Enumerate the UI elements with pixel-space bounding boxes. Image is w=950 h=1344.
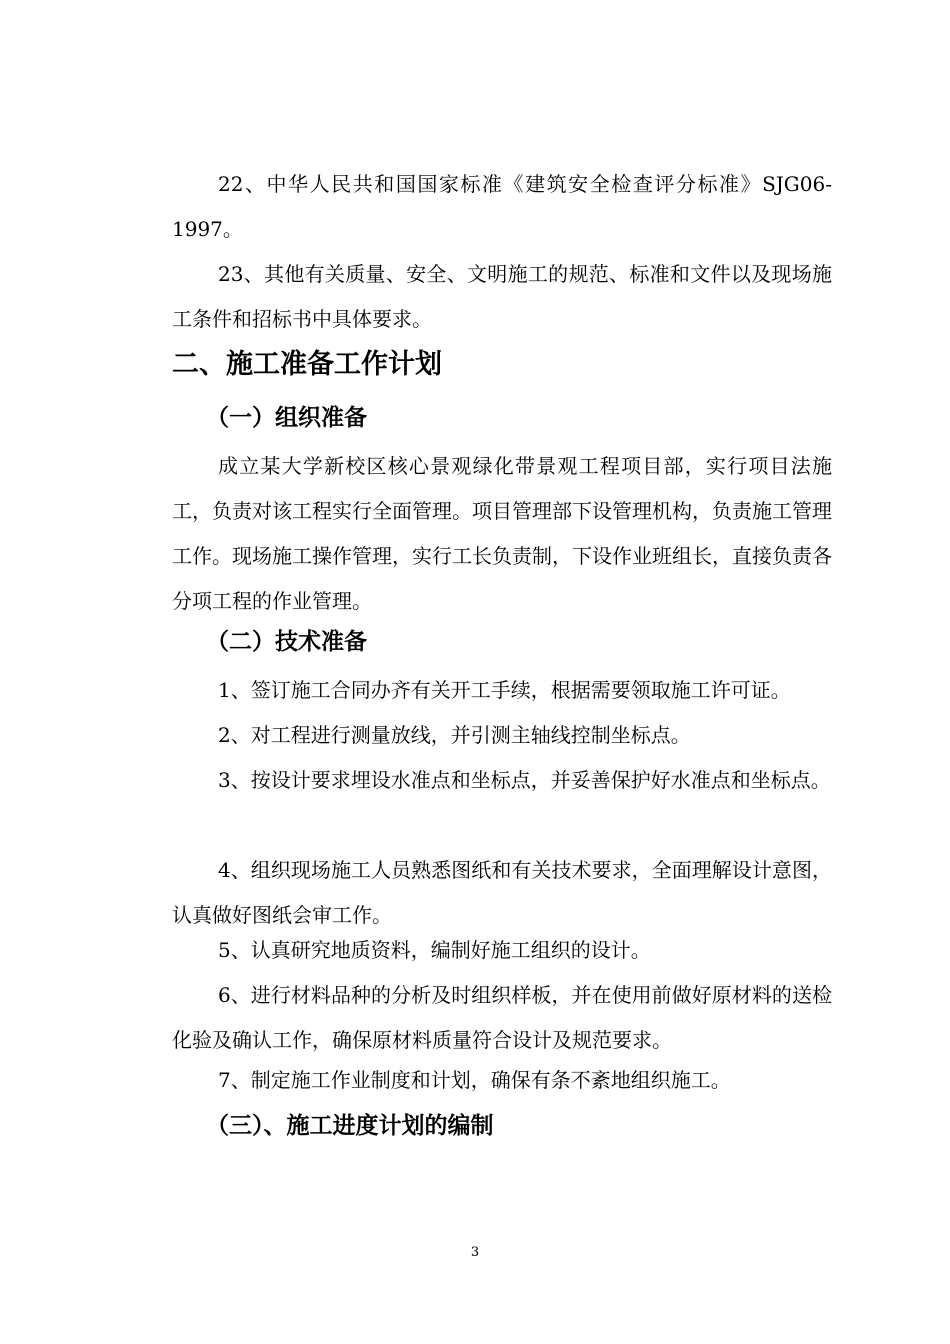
technical-item-3: 3、按设计要求埋设水准点和坐标点，并妥善保护好水准点和坐标点。 — [218, 768, 831, 792]
technical-item-4: 4、组织现场施工人员熟悉图纸和有关技术要求，全面理解设计意图，认真做好图纸会审工作。 — [172, 858, 832, 927]
paragraph-item-23: 23、其他有关质量、安全、文明施工的规范、标准和文件以及现场施工条件和招标书中具体要求。 — [172, 262, 832, 331]
technical-item-2: 2、对工程进行测量放线，并引测主轴线控制坐标点。 — [218, 723, 691, 747]
organization-paragraph: 成立某大学新校区核心景观绿化带景观工程项目部，实行项目法施工，负责对该工程实行全面管理。项目管理部下设管理机构，负责施工管理工作。现场施工操作管理，实行工长负责制，下设作业班组长，直接负责各分项工程的作业管理。 — [172, 454, 832, 613]
paragraph-item-22: 22、中华人民共和国国家标准《建筑安全检查评分标准》SJG06-1997。 — [172, 172, 832, 241]
subsection-heading-technical: （二）技术准备 — [206, 629, 367, 655]
page-number: 3 — [470, 1245, 480, 1260]
technical-item-5: 5、认真研究地质资料，编制好施工组织的设计。 — [218, 938, 651, 962]
technical-item-1: 1、签订施工合同办齐有关开工手续，根据需要领取施工许可证。 — [218, 678, 791, 702]
section-heading: 二、施工准备工作计划 — [172, 349, 442, 380]
technical-item-6: 6、进行材料品种的分析及时组织样板，并在使用前做好原材料的送检化验及确认工作，确保原材料质量符合设计及规范要求。 — [172, 983, 832, 1052]
technical-item-7: 7、制定施工作业制度和计划，确保有条不紊地组织施工。 — [218, 1068, 731, 1092]
subsection-heading-organization: （一）组织准备 — [206, 405, 367, 431]
subsection-heading-schedule: （三）、施工进度计划的编制 — [206, 1113, 494, 1139]
